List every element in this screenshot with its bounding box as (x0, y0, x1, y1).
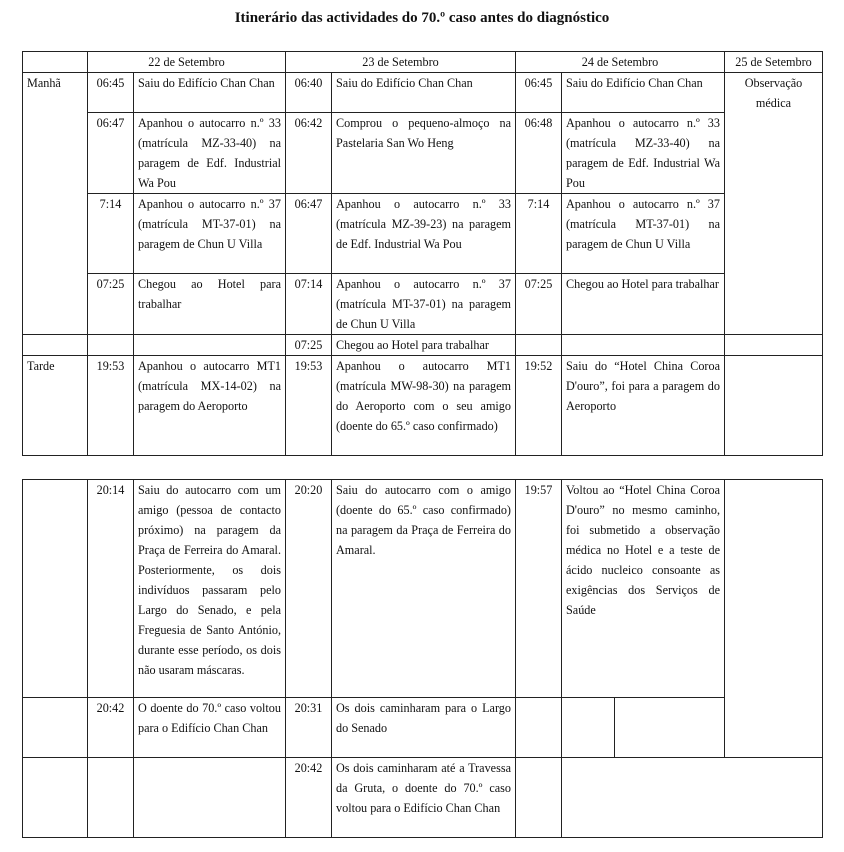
activity-cell: Os dois caminharam para o Largo do Senado (332, 698, 516, 758)
time-cell: 20:14 (88, 480, 134, 698)
activity-cell: Apanhou o autocarro n.º 33 (matrícula MZ-33-40) na paragem de Edf. Industrial Wa Pou (134, 113, 286, 194)
header-row (23, 52, 823, 73)
time-cell: 20:42 (88, 698, 134, 758)
empty-cell (88, 758, 134, 838)
period-manha: Manhã (23, 73, 88, 335)
activity-cell: Apanhou o autocarro n.º 37 (matrícula MT-37-01) na paragem de Chun U Villa (134, 194, 286, 274)
header-blank (23, 52, 88, 73)
time-cell: 06:47 (88, 113, 134, 194)
empty-cell (23, 758, 88, 838)
empty-cell (23, 335, 88, 356)
time-cell: 20:42 (286, 758, 332, 838)
table-row (23, 274, 823, 335)
activity-cell: Os dois caminharam até a Travessa da Gruta, o doente do 70.º caso voltou para o Edifício Chan Chan (332, 758, 516, 838)
time-cell: 7:14 (88, 194, 134, 274)
time-cell: 19:57 (516, 480, 562, 698)
empty-cell (725, 480, 823, 758)
activity-cell: Saiu do autocarro com o amigo (doente do 65.º caso confirmado) na paragem da Praça de Ferreira do Amaral. (332, 480, 516, 698)
page-title: Itinerário das actividades do 70.º caso antes do diagnóstico (234, 10, 610, 26)
header-22: 22 de Setembro (88, 52, 286, 73)
activity-cell: Chegou ao Hotel para trabalhar (562, 274, 725, 335)
period-tarde: Tarde (23, 356, 88, 456)
empty-cell (562, 758, 823, 838)
activity-cell: Comprou o pequeno-almoço na Pastelaria San Wo Heng (332, 113, 516, 194)
time-cell: 07:14 (286, 274, 332, 335)
activity-cell: Saiu do Edifício Chan Chan (134, 73, 286, 113)
empty-cell (88, 335, 134, 356)
time-cell: 06:45 (88, 73, 134, 113)
activity-cell: Apanhou o autocarro n.º 33 (matrícula MZ-33-40) na paragem de Edf. Industrial Wa Pou (562, 113, 725, 194)
activity-cell: Apanhou o autocarro n.º 37 (matrícula MT-37-01) na paragem de Chun U Villa (562, 194, 725, 274)
time-cell: 06:47 (286, 194, 332, 274)
itinerary-table-top (22, 51, 823, 456)
time-cell: 19:53 (286, 356, 332, 456)
time-cell: 06:48 (516, 113, 562, 194)
time-cell: 19:53 (88, 356, 134, 456)
table-row (23, 113, 823, 194)
time-cell: 06:40 (286, 73, 332, 113)
table-row (23, 480, 823, 698)
time-cell: 20:20 (286, 480, 332, 698)
table-row (23, 73, 823, 113)
time-cell: 19:52 (516, 356, 562, 456)
activity-cell: Chegou ao Hotel para trabalhar (134, 274, 286, 335)
table-row (23, 356, 823, 456)
itinerary-table-bottom (22, 479, 823, 838)
header-25: 25 de Setembro (725, 52, 823, 73)
empty-cell (23, 698, 88, 758)
table-row (23, 758, 823, 838)
time-cell: 07:25 (88, 274, 134, 335)
empty-cell (562, 335, 725, 356)
empty-cell (562, 698, 615, 758)
empty-cell (725, 335, 823, 356)
activity-cell: Saiu do Edifício Chan Chan (332, 73, 516, 113)
activity-cell: Saiu do “Hotel China Coroa D'ouro”, foi para a paragem do Aeroporto (562, 356, 725, 456)
empty-cell (516, 758, 562, 838)
activity-cell: Chegou ao Hotel para trabalhar (332, 335, 516, 356)
empty-cell (134, 335, 286, 356)
table-row (23, 194, 823, 274)
empty-cell (615, 698, 725, 758)
activity-cell: Saiu do Edifício Chan Chan (562, 73, 725, 113)
time-cell: 07:25 (516, 274, 562, 335)
header-23: 23 de Setembro (286, 52, 516, 73)
observation-cell: Observação médica (725, 73, 823, 335)
activity-cell: Apanhou o autocarro n.º 33 (matrícula MZ-39-23) na paragem de Edf. Industrial Wa Pou (332, 194, 516, 274)
activity-cell: Apanhou o autocarro MT1 (matrícula MX-14-02) na paragem do Aeroporto (134, 356, 286, 456)
empty-cell (23, 480, 88, 698)
header-24: 24 de Setembro (516, 52, 725, 73)
activity-cell: Voltou ao “Hotel China Coroa D'ouro” no mesmo caminho, foi submetido a observação médica no Hotel e a teste de ácido nucleico consoante as exigências dos Serviços de Saúde (562, 480, 725, 698)
activity-cell: Saiu do autocarro com um amigo (pessoa de contacto próximo) na paragem da Praça de Ferreira do Amaral. Posteriormente, os dois indivíduos passaram pelo Largo do Senado, e pela Freguesia de Santo António, durante esse período, os dois não usaram máscaras. (134, 480, 286, 698)
activity-cell: Apanhou o autocarro n.º 37 (matrícula MT-37-01) na paragem de Chun U Villa (332, 274, 516, 335)
activity-cell: O doente do 70.º caso voltou para o Edifício Chan Chan (134, 698, 286, 758)
empty-cell (516, 335, 562, 356)
time-cell: 06:45 (516, 73, 562, 113)
table-row (23, 698, 823, 758)
empty-cell (725, 356, 823, 456)
empty-cell (134, 758, 286, 838)
time-cell: 07:25 (286, 335, 332, 356)
table-row (23, 335, 823, 356)
empty-cell (516, 698, 562, 758)
time-cell: 06:42 (286, 113, 332, 194)
time-cell: 20:31 (286, 698, 332, 758)
activity-cell: Apanhou o autocarro MT1 (matrícula MW-98-30) na paragem do Aeroporto com o seu amigo (doente do 65.º caso confirmado) (332, 356, 516, 456)
time-cell: 7:14 (516, 194, 562, 274)
